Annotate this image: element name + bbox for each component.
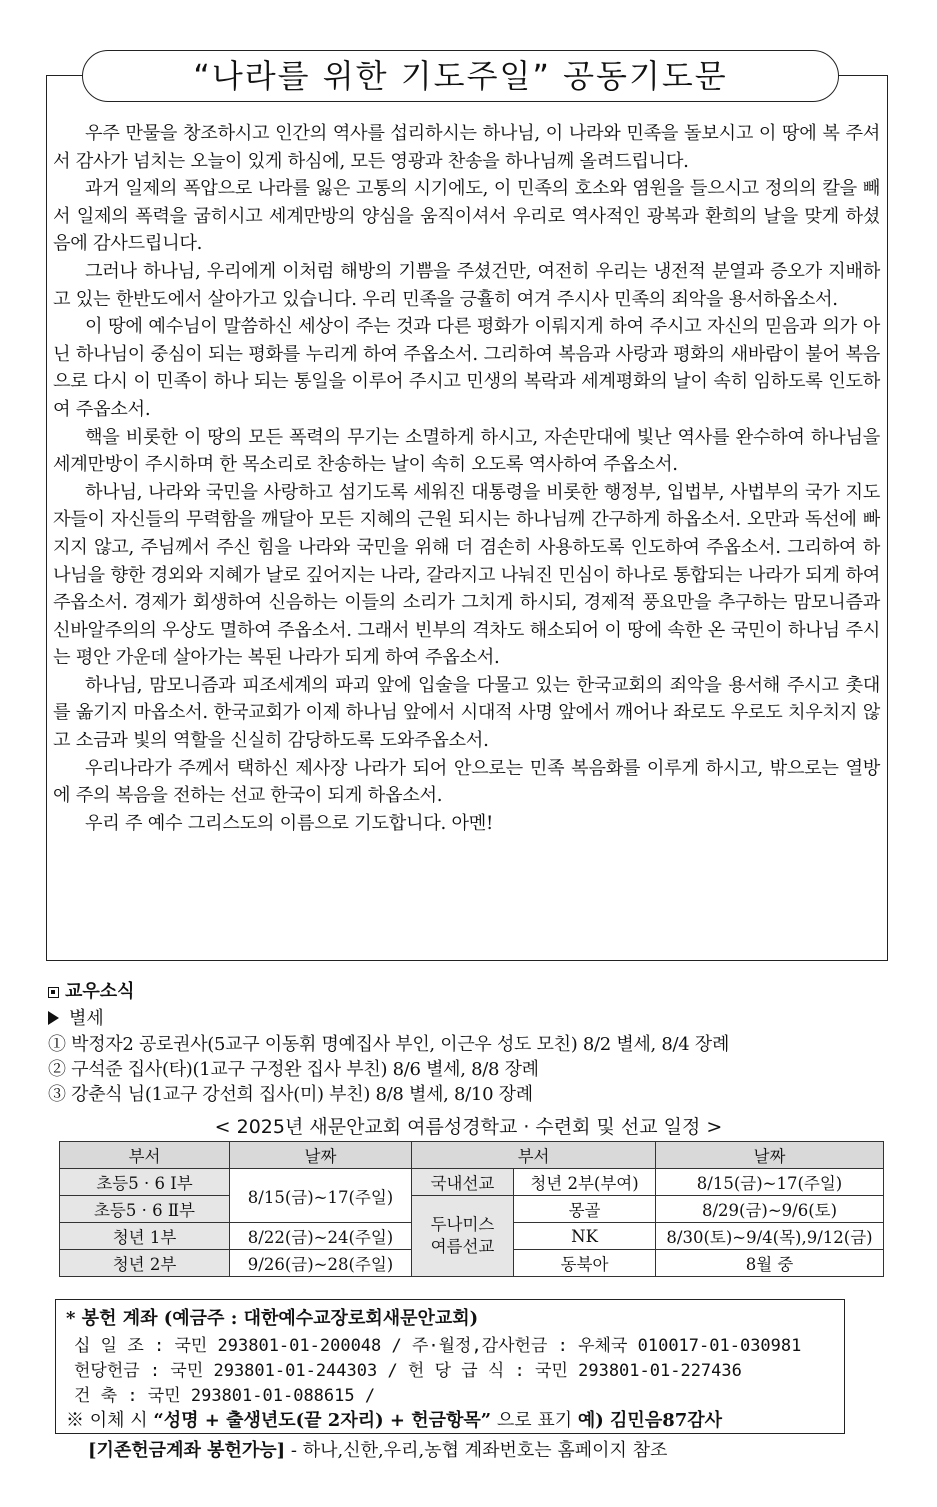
prayer-paragraph: 우주 만물을 창조하시고 인간의 역사를 섭리하시는 하나님, 이 나라와 민족을 돌보시고 이 땅에 복 주셔서 감사가 넘치는 오늘이 있게 하심에, 모든 영광과 찬송을 하나님께 올려드립니다.	[53, 123, 880, 172]
prayer-paragraph: 과거 일제의 폭압으로 나라를 잃은 고통의 시기에도, 이 민족의 호소와 염원을 들으시고 정의의 칼을 빼서 일제의 폭력을 굽히시고 세계만방의 양심을 움직이셔서 우리로 역사적인 광복과 환희의 날을 맞게 하셨음에 감사드립니다.	[53, 178, 880, 255]
date-cell: 8월 중	[656, 1250, 884, 1277]
triangle-bullet-icon	[48, 1011, 59, 1025]
date-cell: 8/15(금)~17(주일)	[230, 1169, 412, 1223]
dept-cell: 청년 1부	[60, 1223, 230, 1250]
dept-cell: 청년 2부(부여)	[514, 1169, 656, 1196]
header-date: 날짜	[230, 1142, 412, 1169]
prayer-paragraph: 하나님, 나라와 국민을 사랑하고 섬기도록 세워진 대통령을 비롯한 행정부, 입법부, 사법부의 국가 지도자들이 자신들의 무력함을 깨달아 모든 지혜의 근원 되시는 하나님께 간구하게 하옵소서. 오만과 독선에 빠지지 않고, 주님께서 주신 힘을 나라와 국민을 위해 더 겸손히 사용하도록 인도하여 주옵소서. 그리하여 하나님을 향한 경외와 지혜가 날로 깊어지는 나라, 갈라지고 나눠진 민심이 하나로 통합되는 나라가 되게 하여 주옵소서. 경제가 회생하여 신음하는 이들의 소리가 그치게 하시되, 경제적 풍요만을 추구하는 맘모니즘과 신바알주의의 우상도 멸하여 주옵소서. 그래서 빈부의 격차도 해소되어 이 땅에 속한 온 국민이 하나님 주시는 평안 가운데 살아가는 복된 나라가 되게 하여 주옵소서.	[53, 481, 880, 669]
table-row	[60, 1169, 884, 1196]
prayer-paragraph: 핵을 비롯한 이 땅의 모든 폭력의 무기는 소멸하게 하시고, 자손만대에 빛난 역사를 완수하여 하나님을 세계만방이 주시하며 한 목소리로 찬송하는 날이 속히 오도록 역사하여 주옵소서.	[53, 426, 880, 476]
dept-cell: NK	[514, 1223, 656, 1250]
date-cell: 8/15(금)~17(주일)	[656, 1169, 884, 1196]
transfer-note: ※ 이체 시 “성명 + 출생년도(끝 2자리) + 헌금항목” 으로 표기 예) 김민음87감사	[66, 1410, 723, 1431]
schedule-title: < 2025년 새문안교회 여름성경학교 · 수련회 및 선교 일정 >	[214, 1116, 723, 1138]
news-item: ① 박정자2 공로권사(5교구 이동휘 명예집사 부인, 이근우 성도 모친) 8/2 별세, 8/4 장례	[48, 1034, 730, 1055]
table-row	[60, 1196, 884, 1223]
date-cell: 8/22(금)~24(주일)	[230, 1223, 412, 1250]
account-line: 건 축 : 국민 293801-01-088615 /	[74, 1386, 376, 1406]
prayer-paragraph: 이 땅에 예수님이 말씀하신 세상이 주는 것과 다른 평화가 이뤄지게 하여 주시고 자신의 믿음과 의가 아닌 하나님이 중심이 되는 평화를 누리게 하여 주옵소서. 그리하여 복음과 사랑과 평화의 새바람이 불어 복음으로 다시 이 민족이 하나 되는 통일을 이루어 주시고 민생의 복락과 세계평화의 날이 속히 임하도록 인도하여 주옵소서.	[53, 316, 880, 420]
date-cell: 8/30(토)~9/4(목),9/12(금)	[656, 1223, 884, 1250]
account-line: 헌당헌금 : 국민 293801-01-244303 / 헌 당 급 식 : 국민 293801-01-227436	[74, 1361, 742, 1381]
square-bullet-icon	[48, 987, 59, 998]
news-subheading: 별세	[48, 1006, 908, 1032]
mission-group-cell: 두나미스 여름선교	[412, 1196, 514, 1277]
news-heading: 교우소식	[48, 978, 908, 1006]
dept-cell: 초등5 · 6 Ⅱ부	[60, 1196, 230, 1223]
schedule-table	[59, 1141, 884, 1277]
date-cell: 8/29(금)~9/6(토)	[656, 1196, 884, 1223]
dept-cell: 청년 2부	[60, 1250, 230, 1277]
news-item: ② 구석준 집사(타)(1교구 구정완 집사 부친) 8/6 별세, 8/8 장례	[48, 1059, 539, 1080]
dept-cell: 초등5 · 6 Ⅰ부	[60, 1169, 230, 1196]
prayer-body	[53, 120, 880, 837]
dept-cell: 동북아	[514, 1250, 656, 1277]
accounts-header: * 봉헌 계좌 (예금주 : 대한예수교장로회새문안교회)	[66, 1308, 479, 1329]
prayer-title: “나라를 위한 기도주일” 공동기도문	[82, 50, 839, 102]
header-date: 날짜	[656, 1142, 884, 1169]
offering-accounts-box	[55, 1299, 845, 1434]
prayer-paragraph: 그러나 하나님, 우리에게 이처럼 해방의 기쁨을 주셨건만, 여전히 우리는 냉전적 분열과 증오가 지배하고 있는 한반도에서 살아가고 있습니다. 우리 민족을 긍휼히 여겨 주시사 민족의 죄악을 용서하옵소서.	[53, 260, 880, 310]
account-line: 십 일 조 : 국민 293801-01-200048 / 주·월정,감사헌금 : 우체국 010017-01-030981	[74, 1336, 802, 1356]
header-dept: 부서	[60, 1142, 230, 1169]
dept-cell: 몽골	[514, 1196, 656, 1223]
prayer-paragraph: 하나님, 맘모니즘과 피조세계의 파괴 앞에 입술을 다물고 있는 한국교회의 죄악을 용서해 주시고 촛대를 옮기지 마옵소서. 한국교회가 이제 하나님 앞에서 시대적 사명 앞에서 깨어나 좌로도 우로도 치우치지 않고 소금과 빛의 역할을 신실히 감당하도록 도와주옵소서.	[53, 674, 880, 752]
date-cell: 9/26(금)~28(주일)	[230, 1250, 412, 1277]
church-news	[48, 978, 908, 1107]
prayer-paragraph: 우리 주 예수 그리스도의 이름으로 기도합니다. 아멘!	[85, 812, 494, 834]
table-header-row	[60, 1142, 884, 1169]
mission-group-cell: 국내선교	[412, 1169, 514, 1196]
footer-note: [기존헌금계좌 봉헌가능] - 하나,신한,우리,농협 계좌번호는 홈페이지 참조	[88, 1440, 668, 1461]
header-dept: 부서	[412, 1142, 656, 1169]
prayer-paragraph: 우리나라가 주께서 택하신 제사장 나라가 되어 안으로는 민족 복음화를 이루게 하시고, 밖으로는 열방에 주의 복음을 전하는 선교 한국이 되게 하옵소서.	[53, 757, 880, 807]
news-item: ③ 강춘식 님(1교구 강선희 집사(미) 부친) 8/8 별세, 8/10 장례	[48, 1084, 533, 1105]
